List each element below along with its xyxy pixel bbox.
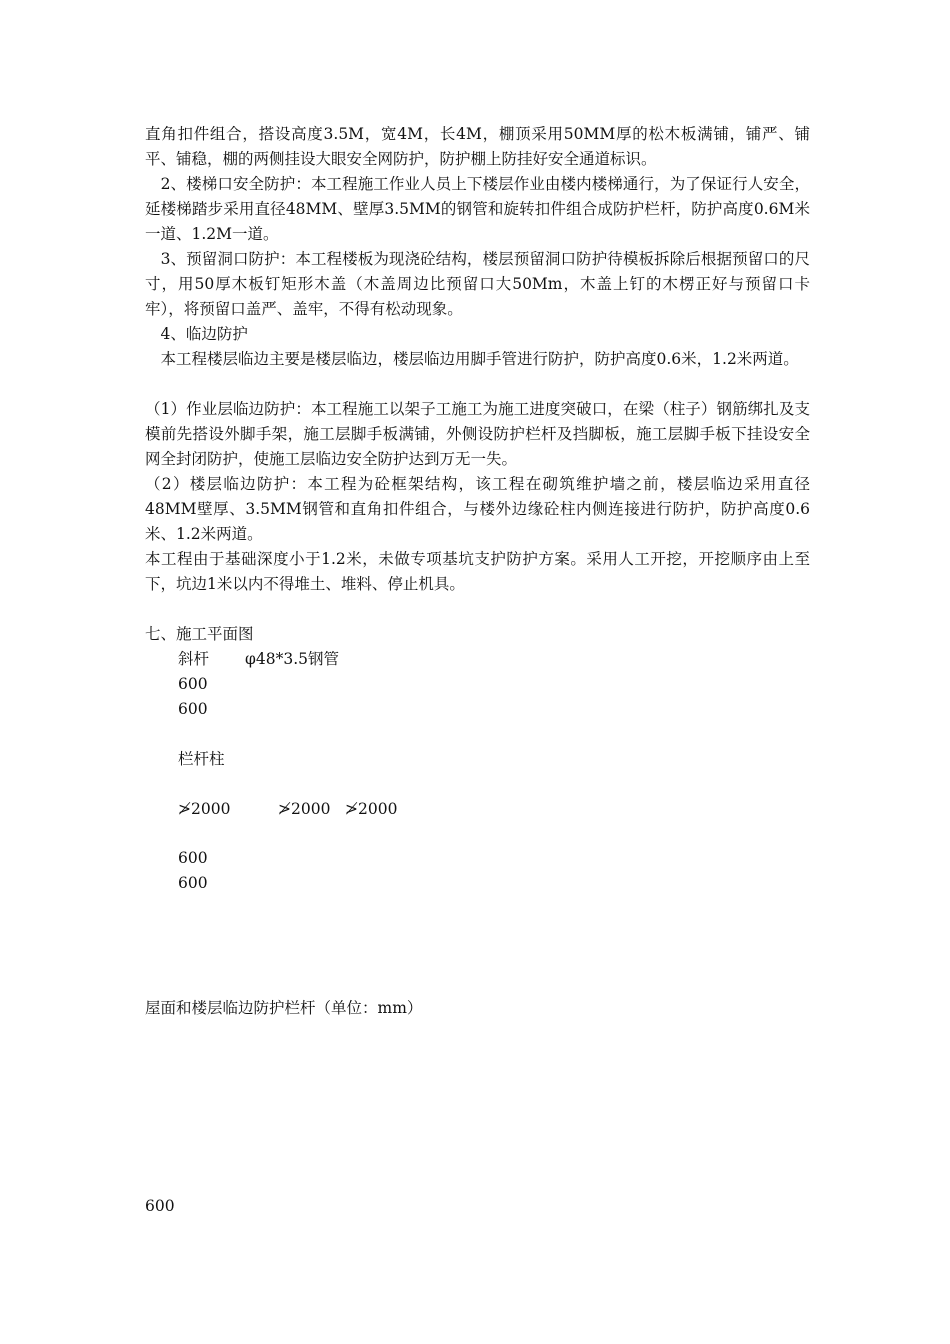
label-steel-pipe: φ48*3.5钢管 — [245, 650, 339, 668]
dimension-600: 600 — [178, 874, 208, 892]
dimension-2000: ≯2000 — [178, 800, 231, 818]
label-railing-post: 栏杆柱 — [178, 750, 225, 768]
figure-caption: 屋面和楼层临边防护栏杆（单位：mm） — [145, 999, 423, 1017]
paragraph-1: 直角扣件组合，搭设高度3.5M，宽4M，长4M，棚顶采用50MM厚的松木板满铺，铺严、铺平、铺稳，棚的两侧挂设大眼安全网防护，防护棚上防挂好安全通道标识。 — [145, 125, 811, 168]
paragraph-floor-edge: （2）楼层临边防护：本工程为砼框架结构，该工程在砌筑维护墙之前，楼层临边采用直径48MM壁厚、3.5MM钢管和直角扣件组合，与楼外边缘砼柱内侧连接进行防护，防护高度0.6米、1.2米两道。 — [145, 475, 810, 543]
section-title: 七、施工平面图 — [145, 625, 254, 643]
dimension-2000: ≯2000 — [345, 800, 398, 818]
paragraph-opening-protection: 3、预留洞口防护：本工程楼板为现浇砼结构，楼层预留洞口防护待模板拆除后根据预留口的尺寸，用50厚木板钉矩形木盖（木盖周边比预留口大50Mm，木盖上钉的木楞正好与预留口卡牢），将预留口盖严、盖牢，不得有松动现象。 — [145, 250, 810, 318]
paragraph-stair-protection: 2、楼梯口安全防护：本工程施工作业人员上下楼层作业由楼内楼梯通行，为了保证行人安全，延楼梯踏步采用直径48MM、壁厚3.5MM的钢管和旋转扣件组合成防护栏杆，防护高度0.6M米一道、1.2M一道。 — [145, 175, 810, 243]
paragraph-edge-intro: 本工程楼层临边主要是楼层临边，楼层临边用脚手管进行防护，防护高度0.6米，1.2米两道。 — [145, 350, 799, 368]
paragraph-foundation: 本工程由于基础深度小于1.2米，未做专项基坑支护防护方案。采用人工开挖，开挖顺序由上至下，坑边1米以内不得堆土、堆料、停止机具。 — [145, 550, 810, 593]
dimension-2000: ≯2000 — [278, 800, 331, 818]
label-diagonal-bar: 斜杆 — [178, 650, 210, 668]
paragraph-edge-heading: 4、临边防护 — [145, 325, 248, 343]
dimension-600: 600 — [178, 700, 208, 718]
dimension-600: 600 — [178, 675, 208, 693]
paragraph-work-layer: （1）作业层临边防护：本工程施工以架子工施工为施工进度突破口，在梁（柱子）钢筋绑扎及支模前先搭设外脚手架，施工层脚手板满铺，外侧设防护栏杆及挡脚板，施工层脚手板下挂设安全网全封闭防护，使施工层临边安全防护达到万无一失。 — [145, 400, 810, 468]
dimension-600: 600 — [178, 849, 208, 867]
dimension-600: 600 — [145, 1197, 175, 1215]
